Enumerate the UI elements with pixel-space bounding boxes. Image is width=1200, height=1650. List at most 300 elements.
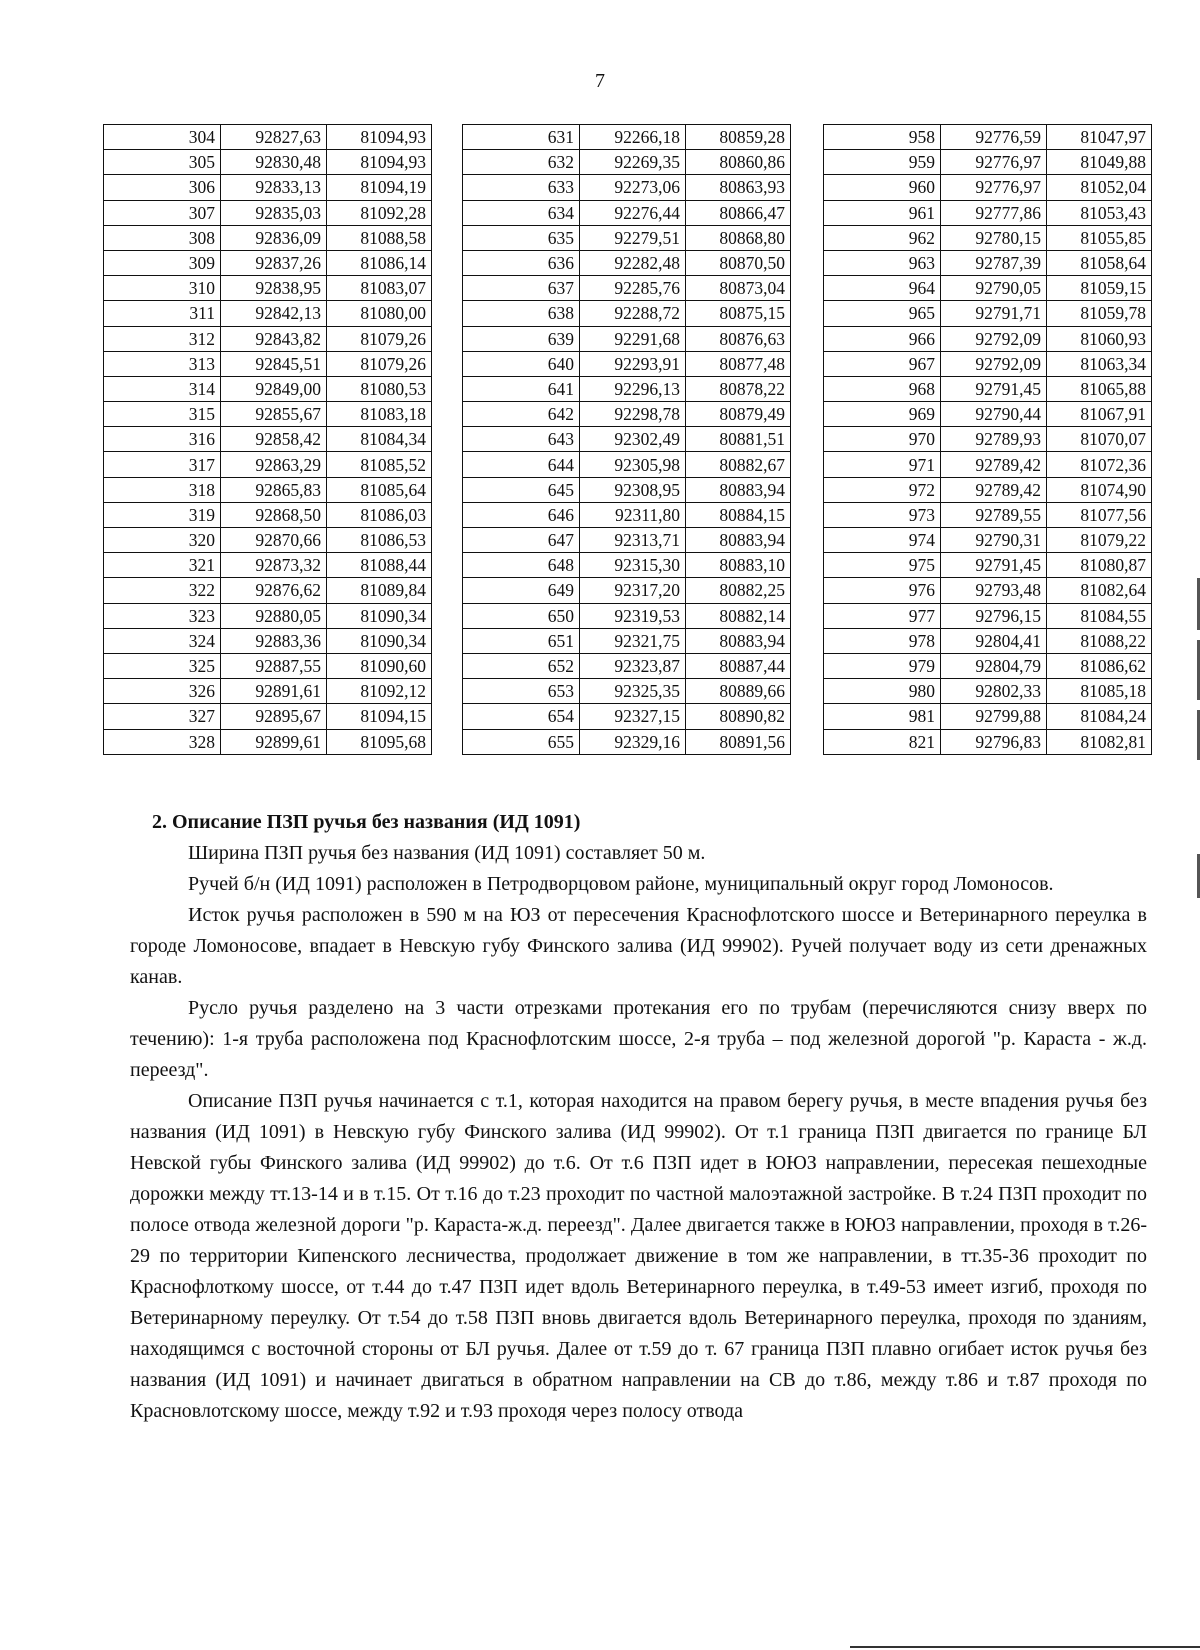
x-coordinate-cell: 92776,59 — [941, 125, 1047, 150]
point-number-cell: 971 — [824, 452, 941, 477]
table-row — [104, 150, 432, 175]
x-coordinate-cell: 92865,83 — [221, 477, 327, 502]
point-number-cell: 315 — [104, 402, 221, 427]
x-coordinate-cell: 92787,39 — [941, 250, 1047, 275]
x-coordinate-cell: 92868,50 — [221, 502, 327, 527]
x-coordinate-cell: 92849,00 — [221, 376, 327, 401]
y-coordinate-cell: 81079,22 — [1047, 528, 1152, 553]
table-row — [104, 603, 432, 628]
x-coordinate-cell: 92838,95 — [221, 276, 327, 301]
point-number-cell: 959 — [824, 150, 941, 175]
y-coordinate-cell: 80878,22 — [686, 376, 791, 401]
table-row — [463, 653, 791, 678]
point-number-cell: 654 — [463, 704, 580, 729]
x-coordinate-cell: 92791,71 — [941, 301, 1047, 326]
x-coordinate-cell: 92895,67 — [221, 704, 327, 729]
point-number-cell: 327 — [104, 704, 221, 729]
y-coordinate-cell: 81052,04 — [1047, 175, 1152, 200]
x-coordinate-cell: 92899,61 — [221, 729, 327, 754]
point-number-cell: 968 — [824, 376, 941, 401]
table-row — [104, 276, 432, 301]
point-number-cell: 967 — [824, 351, 941, 376]
scan-bottom-line — [850, 1646, 1200, 1648]
y-coordinate-cell: 80879,49 — [686, 402, 791, 427]
x-coordinate-cell: 92777,86 — [941, 200, 1047, 225]
y-coordinate-cell: 81092,12 — [327, 679, 432, 704]
y-coordinate-cell: 81055,85 — [1047, 225, 1152, 250]
x-coordinate-cell: 92855,67 — [221, 402, 327, 427]
point-number-cell: 966 — [824, 326, 941, 351]
x-coordinate-cell: 92792,09 — [941, 351, 1047, 376]
x-coordinate-cell: 92308,95 — [580, 477, 686, 502]
table-row — [824, 452, 1152, 477]
y-coordinate-cell: 81085,18 — [1047, 679, 1152, 704]
table-row — [104, 376, 432, 401]
table-row — [824, 301, 1152, 326]
x-coordinate-cell: 92863,29 — [221, 452, 327, 477]
y-coordinate-cell: 81067,91 — [1047, 402, 1152, 427]
point-number-cell: 821 — [824, 729, 941, 754]
table-row — [463, 402, 791, 427]
table-row — [824, 402, 1152, 427]
y-coordinate-cell: 81072,36 — [1047, 452, 1152, 477]
y-coordinate-cell: 81083,18 — [327, 402, 432, 427]
point-number-cell: 970 — [824, 427, 941, 452]
x-coordinate-cell: 92804,79 — [941, 653, 1047, 678]
table-row — [104, 729, 432, 754]
y-coordinate-cell: 81060,93 — [1047, 326, 1152, 351]
x-coordinate-cell: 92789,55 — [941, 502, 1047, 527]
point-number-cell: 977 — [824, 603, 941, 628]
table-row — [463, 578, 791, 603]
table-row — [824, 603, 1152, 628]
table-row — [463, 502, 791, 527]
table-row — [104, 225, 432, 250]
x-coordinate-cell: 92796,83 — [941, 729, 1047, 754]
x-coordinate-cell: 92793,48 — [941, 578, 1047, 603]
y-coordinate-cell: 80883,94 — [686, 628, 791, 653]
point-number-cell: 980 — [824, 679, 941, 704]
y-coordinate-cell: 80877,48 — [686, 351, 791, 376]
point-number-cell: 649 — [463, 578, 580, 603]
y-coordinate-cell: 81063,34 — [1047, 351, 1152, 376]
point-number-cell: 328 — [104, 729, 221, 754]
point-number-cell: 636 — [463, 250, 580, 275]
table-row — [104, 502, 432, 527]
table-row — [824, 250, 1152, 275]
y-coordinate-cell: 81080,00 — [327, 301, 432, 326]
x-coordinate-cell: 92876,62 — [221, 578, 327, 603]
point-number-cell: 311 — [104, 301, 221, 326]
table-row — [824, 200, 1152, 225]
table-row — [104, 578, 432, 603]
y-coordinate-cell: 81094,93 — [327, 150, 432, 175]
x-coordinate-cell: 92791,45 — [941, 376, 1047, 401]
table-row — [463, 276, 791, 301]
point-number-cell: 313 — [104, 351, 221, 376]
y-coordinate-cell: 81079,26 — [327, 326, 432, 351]
x-coordinate-cell: 92802,33 — [941, 679, 1047, 704]
x-coordinate-cell: 92870,66 — [221, 528, 327, 553]
y-coordinate-cell: 81088,44 — [327, 553, 432, 578]
x-coordinate-cell: 92285,76 — [580, 276, 686, 301]
y-coordinate-cell: 80891,56 — [686, 729, 791, 754]
point-number-cell: 961 — [824, 200, 941, 225]
y-coordinate-cell: 80866,47 — [686, 200, 791, 225]
table-row — [104, 452, 432, 477]
table-row — [824, 578, 1152, 603]
x-coordinate-cell: 92827,63 — [221, 125, 327, 150]
table-row — [824, 326, 1152, 351]
point-number-cell: 976 — [824, 578, 941, 603]
y-coordinate-cell: 81080,87 — [1047, 553, 1152, 578]
table-row — [824, 427, 1152, 452]
x-coordinate-cell: 92273,06 — [580, 175, 686, 200]
y-coordinate-cell: 81082,64 — [1047, 578, 1152, 603]
x-coordinate-cell: 92830,48 — [221, 150, 327, 175]
y-coordinate-cell: 80882,14 — [686, 603, 791, 628]
y-coordinate-cell: 80883,94 — [686, 477, 791, 502]
point-number-cell: 306 — [104, 175, 221, 200]
point-number-cell: 320 — [104, 528, 221, 553]
y-coordinate-cell: 80876,63 — [686, 326, 791, 351]
y-coordinate-cell: 81088,22 — [1047, 628, 1152, 653]
section-text — [130, 807, 1147, 1427]
point-number-cell: 655 — [463, 729, 580, 754]
point-number-cell: 958 — [824, 125, 941, 150]
coordinate-table-2 — [462, 124, 791, 755]
x-coordinate-cell: 92843,82 — [221, 326, 327, 351]
table-row — [463, 225, 791, 250]
table-row — [104, 301, 432, 326]
point-number-cell: 318 — [104, 477, 221, 502]
table-row — [824, 376, 1152, 401]
point-number-cell: 321 — [104, 553, 221, 578]
paragraph: Ручей б/н (ИД 1091) расположен в Петродворцовом районе, муниципальный округ город Ломоносов. — [188, 873, 1054, 895]
table-row — [463, 301, 791, 326]
table-row — [824, 125, 1152, 150]
point-number-cell: 969 — [824, 402, 941, 427]
x-coordinate-cell: 92842,13 — [221, 301, 327, 326]
y-coordinate-cell: 81088,58 — [327, 225, 432, 250]
point-number-cell: 965 — [824, 301, 941, 326]
table-row — [104, 175, 432, 200]
y-coordinate-cell: 80870,50 — [686, 250, 791, 275]
y-coordinate-cell: 80883,94 — [686, 528, 791, 553]
coordinate-table-1 — [103, 124, 432, 755]
point-number-cell: 637 — [463, 276, 580, 301]
y-coordinate-cell: 80860,86 — [686, 150, 791, 175]
table-row — [104, 125, 432, 150]
section-heading: 2. Описание ПЗП ручья без названия (ИД 1091) — [152, 811, 581, 833]
y-coordinate-cell: 81086,14 — [327, 250, 432, 275]
point-number-cell: 319 — [104, 502, 221, 527]
table-row — [463, 175, 791, 200]
point-number-cell: 325 — [104, 653, 221, 678]
y-coordinate-cell: 81059,78 — [1047, 301, 1152, 326]
table-row — [824, 150, 1152, 175]
point-number-cell: 307 — [104, 200, 221, 225]
point-number-cell: 314 — [104, 376, 221, 401]
x-coordinate-cell: 92887,55 — [221, 653, 327, 678]
x-coordinate-cell: 92325,35 — [580, 679, 686, 704]
x-coordinate-cell: 92883,36 — [221, 628, 327, 653]
x-coordinate-cell: 92836,09 — [221, 225, 327, 250]
table-row — [824, 628, 1152, 653]
x-coordinate-cell: 92311,80 — [580, 502, 686, 527]
table-row — [824, 175, 1152, 200]
point-number-cell: 322 — [104, 578, 221, 603]
table-row — [104, 402, 432, 427]
y-coordinate-cell: 81047,97 — [1047, 125, 1152, 150]
table-row — [824, 477, 1152, 502]
y-coordinate-cell: 81092,28 — [327, 200, 432, 225]
point-number-cell: 305 — [104, 150, 221, 175]
y-coordinate-cell: 80881,51 — [686, 427, 791, 452]
y-coordinate-cell: 81049,88 — [1047, 150, 1152, 175]
y-coordinate-cell: 81086,03 — [327, 502, 432, 527]
point-number-cell: 641 — [463, 376, 580, 401]
point-number-cell: 978 — [824, 628, 941, 653]
x-coordinate-cell: 92313,71 — [580, 528, 686, 553]
point-number-cell: 647 — [463, 528, 580, 553]
point-number-cell: 960 — [824, 175, 941, 200]
y-coordinate-cell: 81077,56 — [1047, 502, 1152, 527]
y-coordinate-cell: 81084,55 — [1047, 603, 1152, 628]
y-coordinate-cell: 81084,24 — [1047, 704, 1152, 729]
y-coordinate-cell: 81079,26 — [327, 351, 432, 376]
point-number-cell: 317 — [104, 452, 221, 477]
x-coordinate-cell: 92891,61 — [221, 679, 327, 704]
point-number-cell: 973 — [824, 502, 941, 527]
y-coordinate-cell: 80882,25 — [686, 578, 791, 603]
x-coordinate-cell: 92315,30 — [580, 553, 686, 578]
x-coordinate-cell: 92796,15 — [941, 603, 1047, 628]
table-row — [463, 351, 791, 376]
x-coordinate-cell: 92880,05 — [221, 603, 327, 628]
point-number-cell: 631 — [463, 125, 580, 150]
point-number-cell: 638 — [463, 301, 580, 326]
point-number-cell: 653 — [463, 679, 580, 704]
point-number-cell: 644 — [463, 452, 580, 477]
paragraph: Русло ручья разделено на 3 части отрезками протекания его по трубам (перечисляются снизу вверх по течению): 1-я труба расположена под Краснофлотским шоссе, 2-я труба – под железной дорогой "р. Караста - ж.д. переезд". — [130, 997, 1147, 1081]
point-number-cell: 650 — [463, 603, 580, 628]
y-coordinate-cell: 80859,28 — [686, 125, 791, 150]
table-row — [104, 351, 432, 376]
y-coordinate-cell: 81085,52 — [327, 452, 432, 477]
table-row — [104, 250, 432, 275]
y-coordinate-cell: 80875,15 — [686, 301, 791, 326]
x-coordinate-cell: 92799,88 — [941, 704, 1047, 729]
x-coordinate-cell: 92321,75 — [580, 628, 686, 653]
x-coordinate-cell: 92791,45 — [941, 553, 1047, 578]
x-coordinate-cell: 92296,13 — [580, 376, 686, 401]
point-number-cell: 309 — [104, 250, 221, 275]
table-row — [463, 250, 791, 275]
x-coordinate-cell: 92288,72 — [580, 301, 686, 326]
y-coordinate-cell: 80873,04 — [686, 276, 791, 301]
table-row — [104, 477, 432, 502]
table-row — [824, 276, 1152, 301]
y-coordinate-cell: 81065,88 — [1047, 376, 1152, 401]
paragraph: Исток ручья расположен в 590 м на ЮЗ от пересечения Краснофлотского шоссе и Ветеринарного переулка в городе Ломоносове, впадает в Невскую губу Финского залива (ИД 99902). Ручей получает воду из сети дренажных канав. — [130, 904, 1147, 988]
table-row — [824, 679, 1152, 704]
point-number-cell: 310 — [104, 276, 221, 301]
x-coordinate-cell: 92873,32 — [221, 553, 327, 578]
y-coordinate-cell: 81094,93 — [327, 125, 432, 150]
point-number-cell: 975 — [824, 553, 941, 578]
point-number-cell: 648 — [463, 553, 580, 578]
y-coordinate-cell: 80868,80 — [686, 225, 791, 250]
y-coordinate-cell: 81053,43 — [1047, 200, 1152, 225]
x-coordinate-cell: 92837,26 — [221, 250, 327, 275]
y-coordinate-cell: 80889,66 — [686, 679, 791, 704]
paragraph: Ширина ПЗП ручья без названия (ИД 1091) составляет 50 м. — [188, 842, 706, 864]
point-number-cell: 972 — [824, 477, 941, 502]
x-coordinate-cell: 92789,42 — [941, 477, 1047, 502]
x-coordinate-cell: 92780,15 — [941, 225, 1047, 250]
point-number-cell: 651 — [463, 628, 580, 653]
point-number-cell: 979 — [824, 653, 941, 678]
point-number-cell: 635 — [463, 225, 580, 250]
y-coordinate-cell: 81095,68 — [327, 729, 432, 754]
table-row — [104, 326, 432, 351]
x-coordinate-cell: 92835,03 — [221, 200, 327, 225]
point-number-cell: 312 — [104, 326, 221, 351]
point-number-cell: 640 — [463, 351, 580, 376]
y-coordinate-cell: 81070,07 — [1047, 427, 1152, 452]
table-row — [463, 603, 791, 628]
x-coordinate-cell: 92833,13 — [221, 175, 327, 200]
point-number-cell: 962 — [824, 225, 941, 250]
x-coordinate-cell: 92323,87 — [580, 653, 686, 678]
point-number-cell: 323 — [104, 603, 221, 628]
point-number-cell: 632 — [463, 150, 580, 175]
point-number-cell: 981 — [824, 704, 941, 729]
y-coordinate-cell: 80882,67 — [686, 452, 791, 477]
x-coordinate-cell: 92317,20 — [580, 578, 686, 603]
x-coordinate-cell: 92282,48 — [580, 250, 686, 275]
x-coordinate-cell: 92302,49 — [580, 427, 686, 452]
x-coordinate-cell: 92279,51 — [580, 225, 686, 250]
point-number-cell: 633 — [463, 175, 580, 200]
table-row — [824, 351, 1152, 376]
y-coordinate-cell: 81058,64 — [1047, 250, 1152, 275]
y-coordinate-cell: 81084,34 — [327, 427, 432, 452]
point-number-cell: 634 — [463, 200, 580, 225]
y-coordinate-cell: 80887,44 — [686, 653, 791, 678]
y-coordinate-cell: 81083,07 — [327, 276, 432, 301]
x-coordinate-cell: 92790,44 — [941, 402, 1047, 427]
table-row — [463, 477, 791, 502]
table-row — [824, 729, 1152, 754]
point-number-cell: 316 — [104, 427, 221, 452]
y-coordinate-cell: 80883,10 — [686, 553, 791, 578]
point-number-cell: 326 — [104, 679, 221, 704]
y-coordinate-cell: 81090,34 — [327, 603, 432, 628]
x-coordinate-cell: 92327,15 — [580, 704, 686, 729]
table-row — [463, 427, 791, 452]
table-row — [104, 553, 432, 578]
page-number: 7 — [595, 70, 605, 92]
point-number-cell: 963 — [824, 250, 941, 275]
y-coordinate-cell: 81074,90 — [1047, 477, 1152, 502]
y-coordinate-cell: 81086,62 — [1047, 653, 1152, 678]
y-coordinate-cell: 81080,53 — [327, 376, 432, 401]
x-coordinate-cell: 92845,51 — [221, 351, 327, 376]
x-coordinate-cell: 92804,41 — [941, 628, 1047, 653]
table-row — [463, 125, 791, 150]
x-coordinate-cell: 92790,05 — [941, 276, 1047, 301]
x-coordinate-cell: 92319,53 — [580, 603, 686, 628]
x-coordinate-cell: 92269,35 — [580, 150, 686, 175]
coordinate-table-3 — [823, 124, 1152, 755]
table-row — [104, 200, 432, 225]
point-number-cell: 645 — [463, 477, 580, 502]
table-row — [824, 528, 1152, 553]
x-coordinate-cell: 92789,42 — [941, 452, 1047, 477]
x-coordinate-cell: 92789,93 — [941, 427, 1047, 452]
point-number-cell: 639 — [463, 326, 580, 351]
x-coordinate-cell: 92776,97 — [941, 150, 1047, 175]
y-coordinate-cell: 80890,82 — [686, 704, 791, 729]
point-number-cell: 964 — [824, 276, 941, 301]
table-row — [463, 200, 791, 225]
point-number-cell: 643 — [463, 427, 580, 452]
point-number-cell: 642 — [463, 402, 580, 427]
point-number-cell: 304 — [104, 125, 221, 150]
table-row — [463, 628, 791, 653]
paragraph: Описание ПЗП ручья начинается с т.1, которая находится на правом берегу ручья, в месте впадения ручья без названия (ИД 1091) в Невскую губу Финского залива (ИД 99902). От т.1 граница ПЗП двигается по границе БЛ Невской губы Финского залива (ИД 99902) до т.6. От т.6 ПЗП идет в ЮЮЗ направлении, пересекая пешеходные дорожки между тт.13-14 и в т.15. От т.16 до т.23 проходит по частной малоэтажной застройке. В т.24 ПЗП проходит по полосе отвода железной дороги "р. Караста-ж.д. переезд". Далее двигается также в ЮЮЗ направлении, проходя в т.26-29 по территории Кипенского лесничества, продолжает движение в том же направлении, в тт.35-36 проходит по Краснофлоткому шоссе, от т.44 до т.47 ПЗП идет вдоль Ветеринарного переулка, в т.49-53 имеет изгиб, проходя по Ветеринарному переулку. От т.54 до т.58 ПЗП вновь двигается вдоль Ветеринарного переулка, проходя по зданиям, находящимся с восточной стороны от БЛ ручья. Далее от т.59 до т. 67 граница ПЗП плавно огибает исток ручья без названия (ИД 1091) и начинает двигаться в обратном направлении на СВ до т.86, между т.86 и т.87 проходя по Красновлотскому шоссе, между т.92 и т.93 проходя через полосу отвода — [130, 1090, 1147, 1422]
table-row — [463, 528, 791, 553]
x-coordinate-cell: 92276,44 — [580, 200, 686, 225]
table-row — [463, 452, 791, 477]
y-coordinate-cell: 81090,60 — [327, 653, 432, 678]
table-row — [824, 553, 1152, 578]
x-coordinate-cell: 92305,98 — [580, 452, 686, 477]
y-coordinate-cell: 81090,34 — [327, 628, 432, 653]
x-coordinate-cell: 92776,97 — [941, 175, 1047, 200]
x-coordinate-cell: 92858,42 — [221, 427, 327, 452]
table-row — [463, 553, 791, 578]
point-number-cell: 646 — [463, 502, 580, 527]
table-row — [824, 502, 1152, 527]
x-coordinate-cell: 92266,18 — [580, 125, 686, 150]
point-number-cell: 324 — [104, 628, 221, 653]
point-number-cell: 652 — [463, 653, 580, 678]
y-coordinate-cell: 80884,15 — [686, 502, 791, 527]
x-coordinate-cell: 92291,68 — [580, 326, 686, 351]
x-coordinate-cell: 92790,31 — [941, 528, 1047, 553]
x-coordinate-cell: 92293,91 — [580, 351, 686, 376]
table-row — [104, 427, 432, 452]
table-row — [104, 628, 432, 653]
table-row — [824, 653, 1152, 678]
table-row — [463, 326, 791, 351]
table-row — [824, 704, 1152, 729]
x-coordinate-cell: 92329,16 — [580, 729, 686, 754]
table-row — [824, 225, 1152, 250]
table-row — [463, 729, 791, 754]
point-number-cell: 974 — [824, 528, 941, 553]
table-row — [104, 653, 432, 678]
x-coordinate-cell: 92792,09 — [941, 326, 1047, 351]
y-coordinate-cell: 81089,84 — [327, 578, 432, 603]
table-row — [463, 150, 791, 175]
table-row — [463, 679, 791, 704]
x-coordinate-cell: 92298,78 — [580, 402, 686, 427]
y-coordinate-cell: 81082,81 — [1047, 729, 1152, 754]
